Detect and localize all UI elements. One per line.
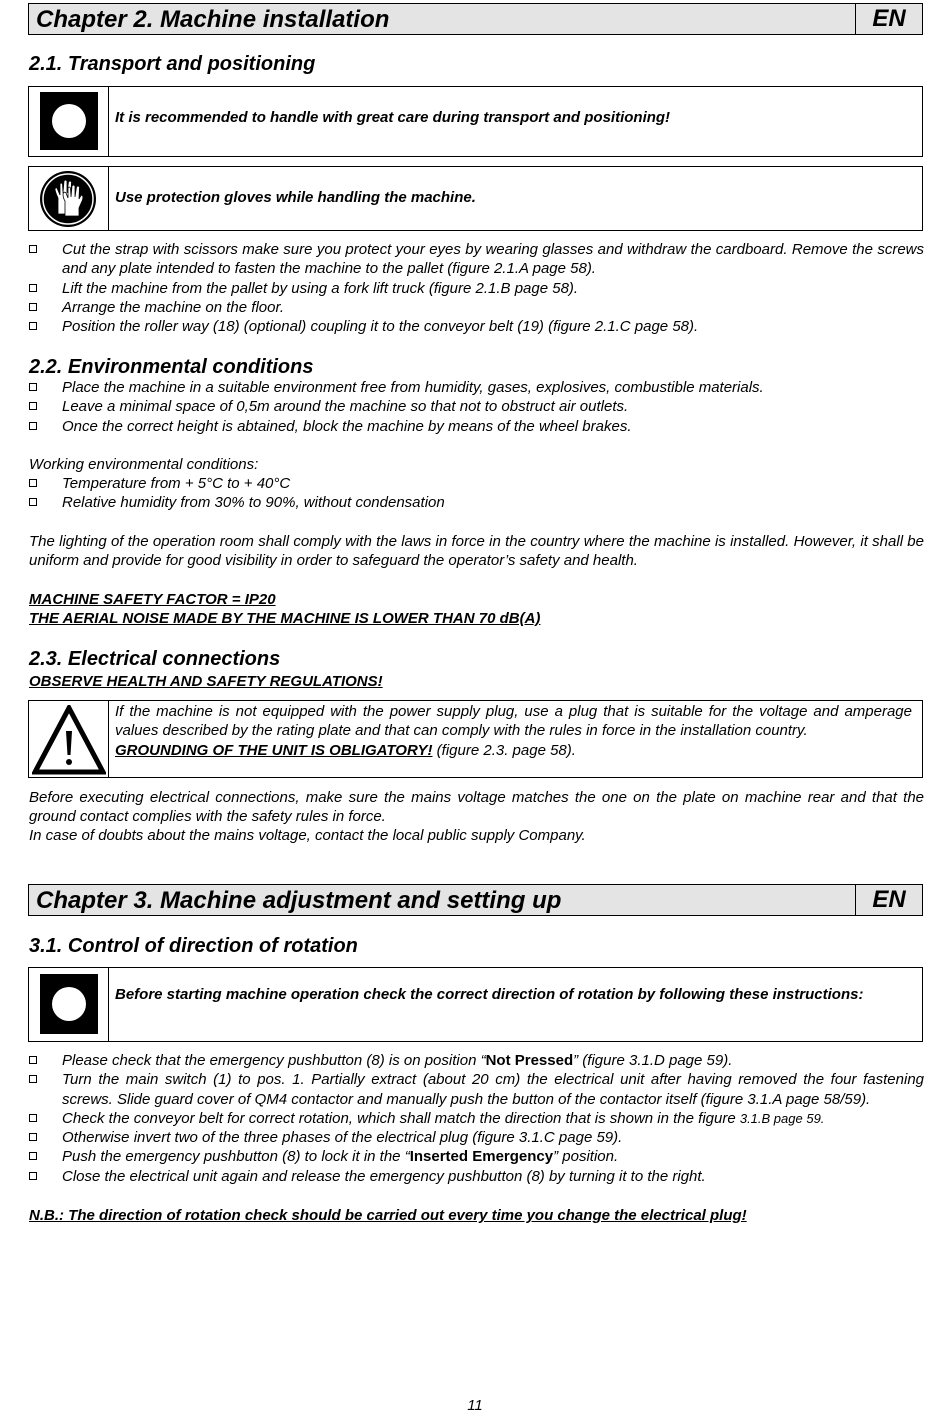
list-item: Please check that the emergency pushbutton (8) is on position “Not Pressed” (figure 3.1.D page 59). [29,1051,924,1070]
working-conditions-list [29,474,924,513]
noise-level: THE AERIAL NOISE MADE BY THE MACHINE IS LOWER THAN 70 dB(A) [29,610,541,627]
notice-text: Use protection gloves while handling the machine. [115,189,476,206]
list-item: Otherwise invert two of the three phases of the electrical plug (figure 3.1.C page 59). [29,1128,924,1147]
section-2-2-heading: 2.2. Environmental conditions [29,356,314,378]
observe-regulations: OBSERVE HEALTH AND SAFETY REGULATIONS! [29,673,383,690]
page-number: 11 [467,1397,483,1414]
rotation-check-list [29,1051,924,1186]
checkbox-bullet-icon [29,479,37,487]
grounding-notice: GROUNDING OF THE UNIT IS OBLIGATORY! [115,741,433,759]
checkbox-bullet-icon [29,284,37,292]
checkbox-bullet-icon [29,1114,37,1122]
list-item: Turn the main switch (1) to pos. 1. Partially extract (about 20 cm) the electrical unit after having removed the four fastening screws. Slide guard cover of QM4 contactor and manually push the button of the contactor itself (figure 3.1.A page 58/59). [29,1070,924,1109]
list-item: Cut the strap with scissors make sure you protect your eyes by wearing glasses and withdraw the cardboard. Remove the screws and any plate intended to fasten the machine to the pallet (figure 2.1.A page 58). [29,240,924,279]
section-3-1-heading: 3.1. Control of direction of rotation [29,935,358,957]
chapter-3-header [28,884,923,916]
list-item: Leave a minimal space of 0,5m around the machine so that not to obstruct air outlets. [29,397,924,416]
checkbox-bullet-icon [29,1152,37,1160]
list-item: Lift the machine from the pallet by using a fork lift truck (figure 2.1.B page 58). [29,279,924,298]
doubts-paragraph: In case of doubts about the mains voltage, contact the local public supply Company. [29,827,586,844]
checkbox-bullet-icon [29,1133,37,1141]
nb-note: N.B.: The direction of rotation check should be carried out every time you change the electrical plug! [29,1207,747,1224]
list-item: Once the correct height is abtained, block the machine by means of the wheel brakes. [29,417,924,436]
mandatory-action-icon [40,974,98,1034]
list-item: Arrange the machine on the floor. [29,298,924,317]
safety-factor: MACHINE SAFETY FACTOR = IP20 [29,591,276,608]
list-item: Temperature from + 5°C to + 40°C [29,474,924,493]
mains-voltage-paragraph: Before executing electrical connections, make sure the mains voltage matches the one on the plate on machine rear and that the ground contact complies with the safety rules in force. [29,789,924,826]
warning-triangle-icon [32,705,106,775]
notice-text: It is recommended to handle with great care during transport and positioning! [115,109,671,126]
checkbox-bullet-icon [29,422,37,430]
checkbox-bullet-icon [29,303,37,311]
environment-list [29,378,924,436]
list-item: Relative humidity from 30% to 90%, without condensation [29,493,924,512]
working-conditions-label: Working environmental conditions: [29,456,259,473]
checkbox-bullet-icon [29,322,37,330]
checkbox-bullet-icon [29,1172,37,1180]
figure-reference: (figure 2.3. page 58). [432,741,576,759]
warning-box-electrical [28,700,923,778]
protection-gloves-icon [39,170,97,228]
list-item: Place the machine in a suitable environment free from humidity, gases, explosives, combustible materials. [29,378,924,397]
notice-text: Before starting machine operation check the correct direction of rotation by following these instructions: [115,986,864,1003]
checkbox-bullet-icon [29,1056,37,1064]
list-item: Push the emergency pushbutton (8) to lock it in the “Inserted Emergency” position. [29,1147,924,1166]
list-item: Check the conveyor belt for correct rotation, which shall match the direction that is shown in the figure 3.1.B page 59. [29,1109,924,1128]
language-code: EN [855,4,922,34]
checkbox-bullet-icon [29,402,37,410]
chapter-2-header [28,3,923,35]
notice-box-gloves [28,166,923,231]
list-item: Close the electrical unit again and release the emergency pushbutton (8) by turning it to the right. [29,1167,924,1186]
lighting-paragraph: The lighting of the operation room shall comply with the laws in force in the country where the machine is installed. However, it shall be uniform and provide for good visibility in order to safeguard the operator’s safety and health. [29,533,924,570]
chapter-title: Chapter 2. Machine installation [36,6,390,33]
notice-box-rotation [28,967,923,1042]
chapter-title: Chapter 3. Machine adjustment and setting up [36,887,562,914]
language-code: EN [855,885,922,915]
section-2-3-heading: 2.3. Electrical connections [29,648,281,670]
checkbox-bullet-icon [29,245,37,253]
notice-box-handling [28,86,923,157]
transport-steps-list [29,240,924,336]
checkbox-bullet-icon [29,383,37,391]
section-2-1-heading: 2.1. Transport and positioning [29,53,316,75]
warning-text: If the machine is not equipped with the power supply plug, use a plug that is suitable for the voltage and amperage values described by the rating plate and that can comply with the rules in force in the installation country. [115,703,912,740]
list-item: Position the roller way (18) (optional) coupling it to the conveyor belt (19) (figure 2.1.C page 58). [29,317,924,336]
checkbox-bullet-icon [29,498,37,506]
mandatory-action-icon [40,92,98,150]
checkbox-bullet-icon [29,1075,37,1083]
